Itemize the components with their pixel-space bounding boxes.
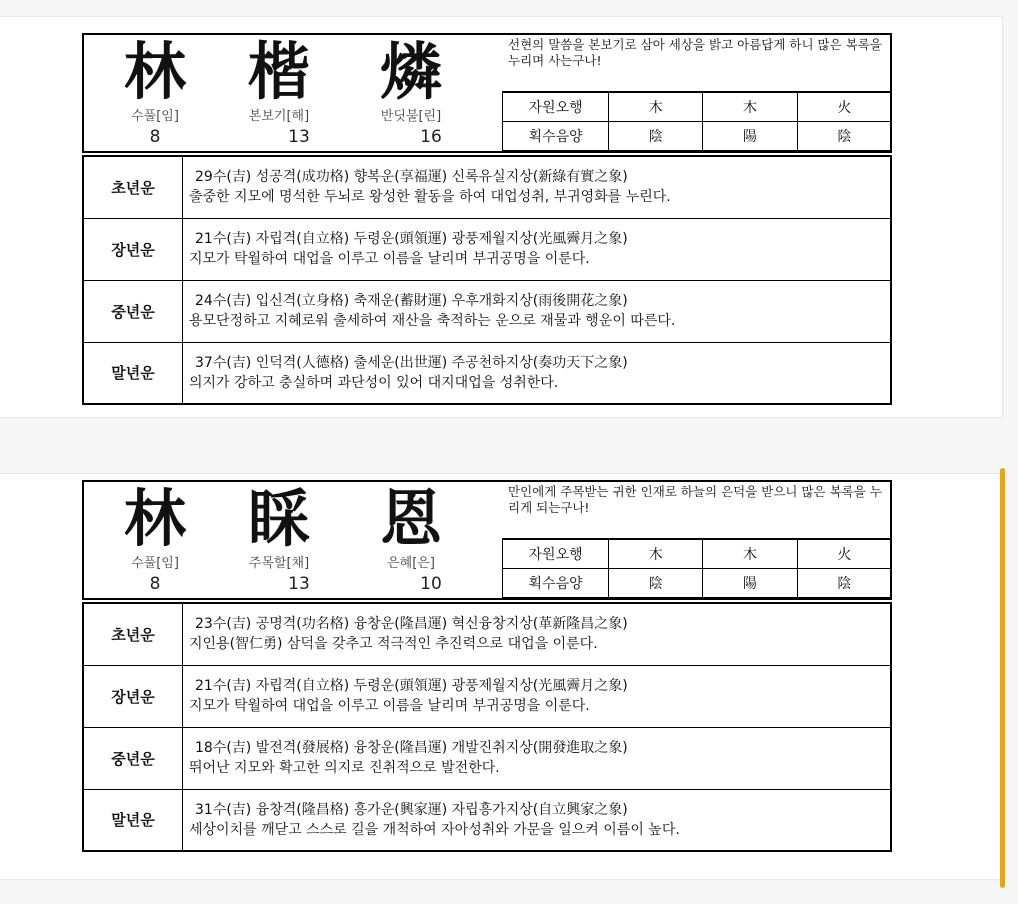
element-row [503, 92, 892, 122]
hanja-char-3: 恩 [379, 482, 442, 555]
name-analysis-card [82, 480, 892, 852]
fortune-text [183, 156, 892, 218]
fortune-text [183, 342, 892, 404]
fortune-summary: 29수(吉) 성공격(成功格) 향복운(享福運) 신록유실지상(新綠有實之象) [195, 169, 628, 186]
element-row [503, 539, 892, 569]
stroke-count-2: 13 [288, 574, 310, 594]
fortune-row [83, 342, 891, 404]
element-value-2: 木 [703, 539, 797, 569]
fortune-phase: 초년운 [83, 603, 183, 665]
fortune-row [83, 727, 891, 789]
yinyang-value-1: 陰 [609, 569, 703, 598]
stroke-count-1: 8 [149, 574, 161, 594]
element-value-3: 火 [797, 539, 891, 569]
scroll-indicator-bar[interactable] [1000, 468, 1005, 888]
name-analysis-card [82, 33, 892, 405]
fortune-phase: 말년운 [83, 789, 183, 851]
element-value-1: 木 [609, 92, 703, 122]
fortune-summary: 21수(吉) 자립격(自立格) 두령운(頭領運) 광풍제월지상(光風霽月之象) [195, 678, 628, 694]
hanja-reading-3: 은혜[은] [387, 556, 435, 571]
fortune-phase: 장년운 [83, 218, 183, 280]
element-value-3: 火 [797, 92, 891, 122]
name-header [82, 480, 892, 600]
fortune-text [183, 665, 892, 727]
name-header [82, 33, 892, 153]
yinyang-row [503, 122, 892, 151]
hanja-char-3: 燐 [379, 35, 442, 108]
name-meaning-description: 만인에게 주목받는 귀한 인재로 하늘의 은덕을 받으니 많은 복록을 누리게 되는구나! [508, 484, 882, 515]
fortune-detail: 세상이치를 깨닫고 스스로 길을 개척하여 자아성취와 가문을 일으켜 이름이 높다. [189, 821, 680, 838]
fortune-row [83, 665, 891, 727]
fortune-text [183, 603, 892, 665]
hanja-reading-2: 본보기[해] [248, 109, 310, 124]
yinyang-label: 획수음양 [503, 122, 609, 151]
fortune-detail: 용모단정하고 지혜로워 출세하여 재산을 축적하는 운으로 재물과 행운이 따른다. [189, 313, 676, 329]
fortune-detail: 출중한 지모에 명석한 두뇌로 왕성한 활동을 하여 대업성취, 부귀영화를 누린다. [189, 189, 671, 206]
hanja-reading-1: 수풀[임] [131, 556, 179, 571]
stroke-count-3: 16 [420, 127, 442, 147]
fortune-phase: 중년운 [83, 280, 183, 342]
element-label: 자원오행 [503, 539, 609, 569]
fortune-summary: 18수(吉) 발전격(發展格) 융창운(隆昌運) 개발진취지상(開發進取之象) [195, 740, 628, 756]
name-card-panel-2 [0, 473, 1003, 880]
name-meaning-description: 선현의 말씀을 본보기로 삼아 세상을 밝고 아름답게 하니 많은 복록을 누리며 사는구나! [508, 37, 882, 68]
fortune-detail: 지모가 탁월하여 대업을 이루고 이름을 날리며 부귀공명을 이룬다. [189, 251, 590, 267]
element-value-2: 木 [703, 92, 797, 122]
fortune-table [82, 602, 892, 852]
fortune-summary: 21수(吉) 자립격(自立格) 두령운(頭領運) 광풍제월지상(光風霽月之象) [195, 231, 628, 247]
fortune-phase: 중년운 [83, 727, 183, 789]
element-value-1: 木 [609, 539, 703, 569]
yinyang-value-3: 陰 [797, 122, 891, 151]
fortune-phase: 초년운 [83, 156, 183, 218]
yinyang-value-3: 陰 [797, 569, 891, 598]
stroke-count-3: 10 [420, 574, 442, 594]
fortune-summary: 31수(吉) 융창격(隆昌格) 흥가운(興家運) 자립흥가지상(自立興家之象) [195, 801, 628, 818]
fortune-text [183, 218, 892, 280]
yinyang-row [503, 569, 892, 598]
fortune-summary: 23수(吉) 공명격(功名格) 융창운(隆昌運) 혁신융창지상(革新隆昌之象) [195, 616, 628, 633]
yinyang-label: 획수음양 [503, 569, 609, 598]
stroke-count-1: 8 [149, 127, 161, 147]
fortune-text [183, 727, 892, 789]
hanja-char-1: 林 [123, 482, 186, 555]
fortune-summary: 37수(吉) 인덕격(人德格) 출세운(出世運) 주공천하지상(奏功天下之象) [195, 354, 628, 371]
fortune-text [183, 280, 892, 342]
hanja-char-1: 林 [123, 35, 186, 108]
element-label: 자원오행 [503, 92, 609, 122]
hanja-char-2: 睬 [247, 482, 310, 555]
yinyang-value-2: 陽 [703, 569, 797, 598]
element-table [502, 91, 892, 151]
yinyang-value-1: 陰 [609, 122, 703, 151]
yinyang-value-2: 陽 [703, 122, 797, 151]
hanja-reading-3: 반딧불[린] [380, 109, 442, 124]
fortune-summary: 24수(吉) 입신격(立身格) 축재운(蓄財運) 우후개화지상(雨後開花之象) [195, 293, 628, 309]
hanja-char-2: 楷 [247, 35, 310, 108]
hanja-reading-2: 주목할[채] [248, 556, 310, 571]
fortune-detail: 지모가 탁월하여 대업을 이루고 이름을 날리며 부귀공명을 이룬다. [189, 698, 590, 714]
fortune-row [83, 280, 891, 342]
fortune-detail: 의지가 강하고 충실하며 과단성이 있어 대지대업을 성취한다. [189, 374, 559, 391]
fortune-phase: 장년운 [83, 665, 183, 727]
name-card-panel-1 [0, 16, 1003, 418]
fortune-text [183, 789, 892, 851]
fortune-row [83, 789, 891, 851]
fortune-table [82, 155, 892, 405]
fortune-row [83, 156, 891, 218]
fortune-row [83, 218, 891, 280]
fortune-phase: 말년운 [83, 342, 183, 404]
fortune-row [83, 603, 891, 665]
element-table [502, 538, 892, 598]
stroke-count-2: 13 [288, 127, 310, 147]
hanja-reading-1: 수풀[임] [131, 109, 179, 124]
fortune-detail: 뛰어난 지모와 확고한 의지로 진취적으로 발전한다. [189, 760, 500, 776]
fortune-detail: 지인용(智仁勇) 삼덕을 갖추고 적극적인 추진력으로 대업을 이룬다. [189, 636, 598, 653]
